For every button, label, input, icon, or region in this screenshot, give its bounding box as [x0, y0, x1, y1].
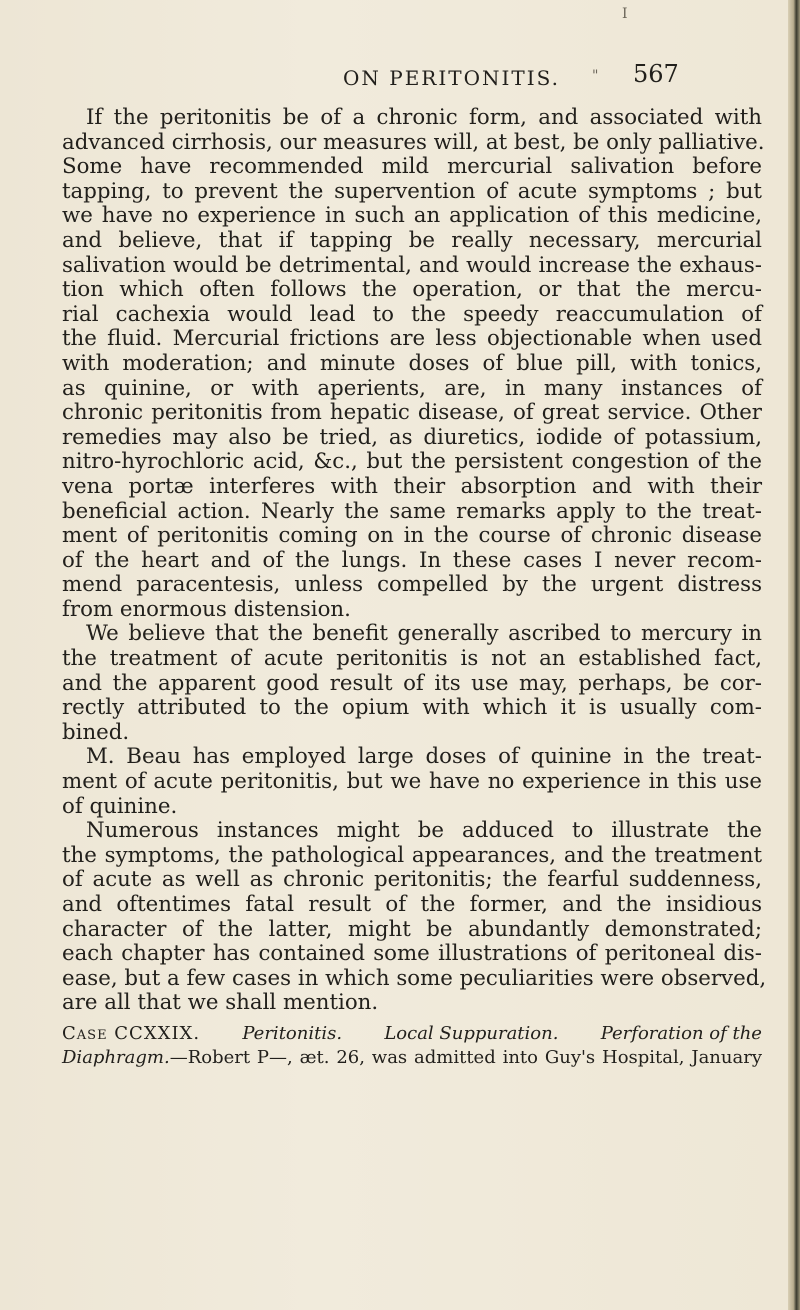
text-line: mend paracentesis, unless compelled by the urgent distress: [62, 572, 762, 598]
text-line: with moderation; and minute doses of blue pill, with tonics,: [62, 350, 762, 376]
margin-mark: I: [622, 6, 628, 22]
case-title-diaphragm: Diaphragm.: [62, 1047, 170, 1068]
case-title-peritonitis: Peritonitis.: [242, 1023, 343, 1044]
text-line: the treatment of acute peritonitis is not an established fact,: [62, 646, 762, 672]
text-line: and believe, that if tapping be really necessary, mercurial: [62, 227, 762, 253]
text-line: each chapter has contained some illustrations of peritoneal dis-: [62, 941, 762, 967]
text-line: are all that we shall mention.: [62, 990, 379, 1016]
text-line: the fluid. Mercurial frictions are less objectionable when used: [62, 326, 762, 352]
text-line: Numerous instances might be adduced to illustrate the: [86, 818, 762, 844]
text-line: and the apparent good result of its use may, perhaps, be cor-: [62, 670, 762, 696]
case-label: Case CCXXIX.: [62, 1023, 201, 1044]
text-line: from enormous distension.: [62, 596, 351, 622]
text-line: of quinine.: [62, 793, 178, 819]
text-line: remedies may also be tried, as diuretics, iodide of potassium,: [62, 424, 762, 450]
case-heading: [62, 1022, 762, 1070]
running-head: ON PERITONITIS.: [343, 66, 560, 90]
text-line: bined.: [62, 719, 130, 745]
text-line: vena portæ interferes with their absorption and with their: [62, 473, 762, 499]
text-line: as quinine, or with aperients, are, in many instances of: [62, 375, 762, 401]
text-line: salivation would be detrimental, and would increase the exhaus-: [62, 252, 762, 278]
text-line: tapping, to prevent the supervention of acute symptoms ; but: [62, 178, 762, 204]
text-line: advanced cirrhosis, our measures will, at best, be only palliative.: [62, 129, 765, 155]
text-line: beneficial action. Nearly the same remarks apply to the treat-: [62, 498, 762, 524]
text-line: If the peritonitis be of a chronic form, and associated with: [86, 105, 762, 130]
case-title-suppuration: Local Suppuration.: [384, 1023, 559, 1044]
text-line: of acute as well as chronic peritonitis; the fearful suddenness,: [62, 867, 762, 893]
text-line: the symptoms, the pathological appearances, and the treatment: [62, 842, 762, 868]
case-heading-line: [62, 1046, 762, 1070]
case-title-perforation: Perforation of the: [600, 1023, 762, 1044]
text-line: and oftentimes fatal result of the former, and the insidious: [62, 892, 762, 917]
text-line: ment of acute peritonitis, but we have no experience in this use: [62, 769, 762, 795]
text-line: we have no experience in such an application of this medicine,: [62, 203, 762, 229]
text-line: M. Beau has employed large doses of quinine in the treat-: [86, 744, 762, 770]
text-line: character of the latter, might be abundantly demonstrated;: [62, 916, 762, 942]
margin-mark: ": [592, 68, 599, 84]
text-line: chronic peritonitis from hepatic disease, of great service. Other: [62, 400, 762, 426]
text-line: nitro-hyrochloric acid, &c., but the persistent congestion of the: [62, 449, 762, 475]
case-description: —Robert P—, æt. 26, was admitted into Guy's Hospital, January: [169, 1047, 762, 1068]
page-edge: [788, 0, 800, 1310]
text-line: of the heart and of the lungs. In these cases I never recom-: [62, 547, 762, 573]
text-line: tion which often follows the operation, or that the mercu-: [62, 277, 762, 303]
case-heading-line: [62, 1022, 762, 1046]
text-line: We believe that the benefit generally ascribed to mercury in: [86, 621, 762, 647]
body-text: [62, 105, 767, 1016]
text-line: ment of peritonitis coming on in the course of chronic disease: [62, 523, 762, 549]
text-line: ease, but a few cases in which some peculiarities were observed,: [62, 965, 767, 991]
page-number: 567: [633, 60, 679, 88]
text-line: rial cachexia would lead to the speedy reaccumulation of: [62, 301, 762, 327]
text-line: rectly attributed to the opium with which it is usually com-: [62, 695, 762, 721]
text-line: Some have recommended mild mercurial salivation before: [62, 154, 762, 180]
